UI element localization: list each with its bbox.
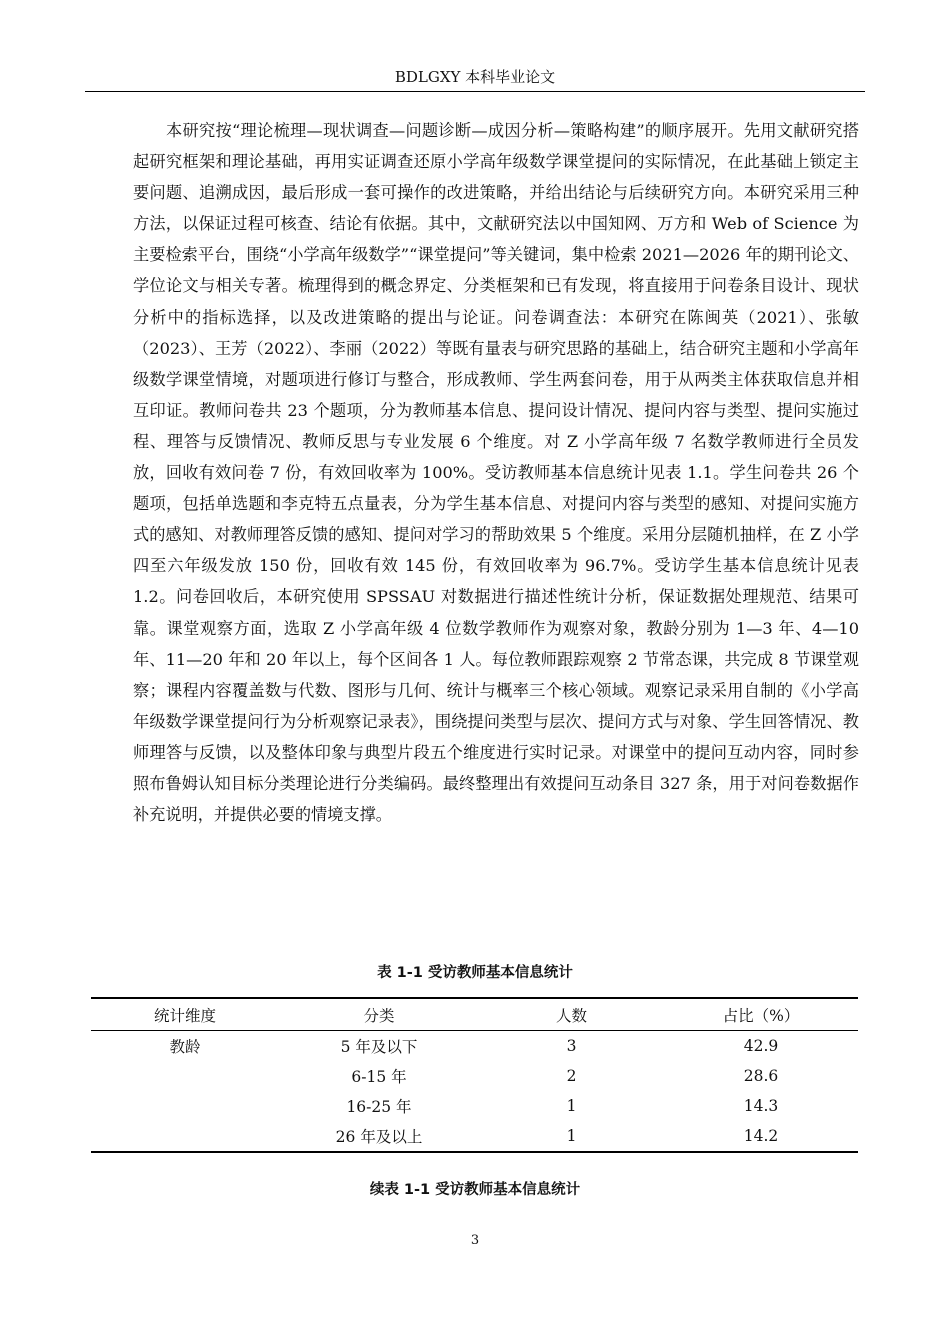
table-cell: 14.3 <box>743 1097 779 1115</box>
table-cell: 5 年及以下 <box>340 1038 418 1056</box>
table-cell: 42.9 <box>743 1037 779 1055</box>
table-cell: 6-15 年 <box>351 1068 407 1086</box>
column-header-category: 分类 <box>279 998 479 1031</box>
table-row <box>91 1031 858 1062</box>
table-cell: 1 <box>566 1097 577 1115</box>
continued-table-caption: 续表 1-1 受访教师基本信息统计 <box>369 1182 581 1198</box>
table-cell <box>91 1091 279 1121</box>
page-number: 3 <box>470 1233 480 1248</box>
column-header-count: 人数 <box>479 998 664 1031</box>
running-header: BDLGXY 本科毕业论文 <box>394 68 556 86</box>
table-cell: 1 <box>479 1121 664 1152</box>
table-cell <box>91 1061 279 1091</box>
table-row <box>91 1061 858 1091</box>
header-divider <box>85 91 865 92</box>
body-paragraph: 本研究按“理论梳理—现状调查—问题诊断—成因分析—策略构建”的顺序展开。先用文献研究搭起研究框架和理论基础，再用实证调查还原小学高年级数学课堂提问的实际情况，在此基础上锁定主要问题、追溯成因，最后形成一套可操作的改进策略，并给出结论与后续研究方向。本研究采用三种方法，以保证过程可核查、结论有依据。其中，文献研究法以中国知网、万方和 Web of Science 为主要检索平台，围绕“小学高年级数学”“课堂提问”等关键词，集中检索 2021—2026 年的期刊论文、学位论文与相关专著。梳理得到的概念界定、分类框架和已有发现，将直接用于问卷条目设计、现状分析中的指标选择，以及改进策略的提出与论证。问卷调查法：本研究在陈闽英（2021）、张敏（2023）、王芳（2022）、李丽（2022）等既有量表与研究思路的基础上，结合研究主题和小学高年级数学课堂情境，对题项进行修订与整合，形成教师、学生两套问卷，用于从两类主体获取信息并相互印证。教师问卷共 23 个题项，分为教师基本信息、提问设计情况、提问内容与类型、提问实施过程、理答与反馈情况、教师反思与专业发展 6 个维度。对 Z 小学高年级 7 名数学教师进行全员发放，回收有效问卷 7 份，有效回收率为 100%。受访教师基本信息统计见表 1.1。学生问卷共 26 个题项，包括单选题和李克特五点量表，分为学生基本信息、对提问内容与类型的感知、对提问实施方式的感知、对教师理答反馈的感知、提问对学习的帮助效果 5 个维度。采用分层随机抽样，在 Z 小学四至六年级发放 150 份，回收有效 145 份，有效回收率为 96.7%。受访学生基本信息统计见表 1.2。问卷回收后，本研究使用 SPSSAU 对数据进行描述性统计分析，保证数据处理规范、结果可靠。课堂观察方面，选取 Z 小学高年级 4 位数学教师作为观察对象，教龄分别为 1—3 年、4—10 年、11—20 年和 20 年以上，每个区间各 1 人。每位教师跟踪观察 2 节常态课，共完成 8 节课堂观察；课程内容覆盖数与代数、图形与几何、统计与概率三个核心领域。观察记录采用自制的《小学高年级数学课堂提问行为分析观察记录表》，围绕提问类型与层次、提问方式与对象、学生回答情况、教师理答与反馈，以及整体印象与典型片段五个维度进行实时记录。对课堂中的提问互动内容，同时参照布鲁姆认知目标分类理论进行分类编码。最终整理出有效提问互动条目 327 条，用于对问卷数据作补充说明，并提供必要的情境支撑。 <box>133 121 859 825</box>
teacher-info-table <box>91 997 858 1153</box>
table-header-row <box>91 998 858 1031</box>
table-cell: 2 <box>566 1067 577 1085</box>
table-cell: 3 <box>566 1037 577 1055</box>
table-cell <box>91 1121 279 1152</box>
table-cell: 14.2 <box>664 1121 858 1152</box>
table-caption: 表 1-1 受访教师基本信息统计 <box>377 965 573 981</box>
column-header-percent: 占比（%） <box>664 998 858 1031</box>
table-row <box>91 1091 858 1121</box>
table-row <box>91 1121 858 1152</box>
table-cell: 26 年及以上 <box>279 1121 479 1152</box>
table-cell: 16-25 年 <box>346 1098 412 1116</box>
table-cell: 28.6 <box>743 1067 779 1085</box>
column-header-dimension: 统计维度 <box>91 998 279 1031</box>
table-cell: 教龄 <box>169 1038 201 1056</box>
